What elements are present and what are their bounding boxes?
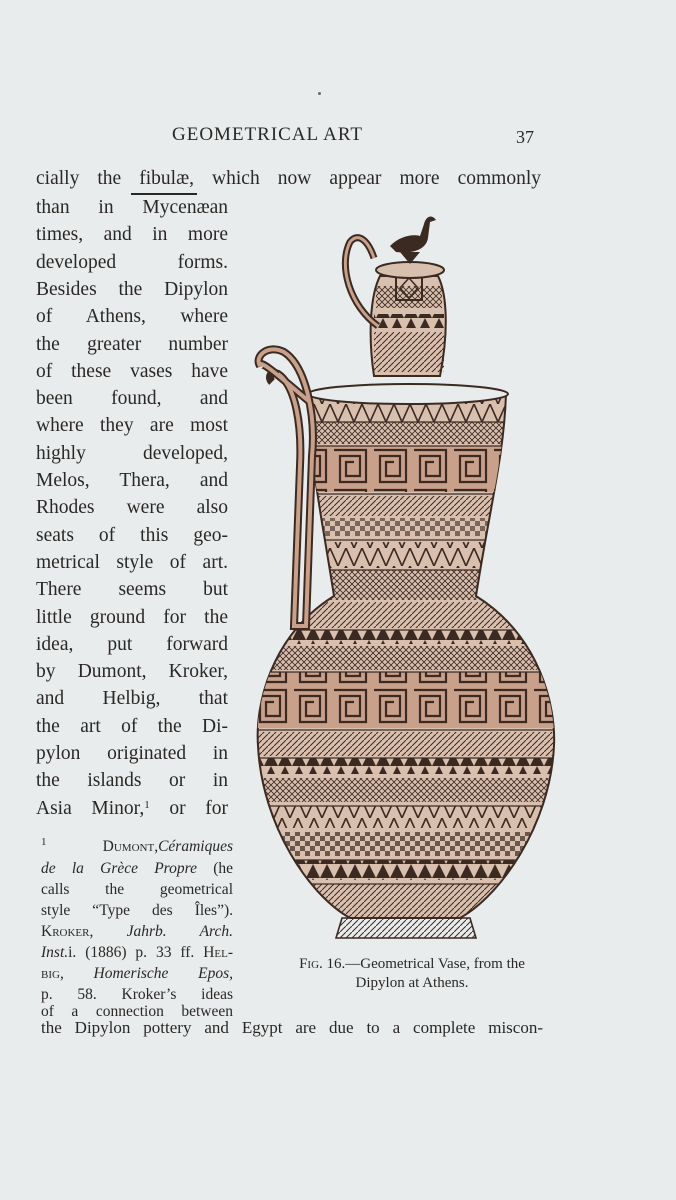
body-column-line: and Helbig, that <box>36 688 228 710</box>
body-column-line <box>36 797 228 821</box>
body-column-line: times, and in more <box>36 224 228 246</box>
body-column-line: There seems but <box>36 579 228 601</box>
body-column-line: Besides the Dipylon <box>36 278 228 300</box>
footnote-line-4: style “Type des Îles”). <box>41 902 233 919</box>
body-column-line: pylon originated in <box>36 743 228 764</box>
footnote-text: i. (1886) p. 33 ff. <box>68 944 195 961</box>
figure-label: Fig. 16. <box>299 956 346 972</box>
footnote-line-7 <box>41 963 233 984</box>
footnote-work-title: Jahrb. Arch. <box>126 923 234 940</box>
body-column-line: developed forms. <box>36 251 228 273</box>
body-column-line: Melos, Thera, and <box>36 470 228 491</box>
footnote-work-title-cont: de la Grèce Propre <box>41 860 197 877</box>
footnote-author-dumont: Dumont, <box>102 838 159 855</box>
footnote-line-3: calls the geometrical <box>41 881 233 898</box>
footnote-author-kroker: Kroker, <box>41 923 94 940</box>
body-column-line-text: or for <box>149 797 228 819</box>
figure-caption <box>262 955 562 993</box>
body-last-line: the Dipylon pottery and Egypt are due to a complete miscon- <box>41 1018 543 1037</box>
footnote-line-8: p. 58. Kroker’s ideas <box>41 986 233 1003</box>
body-column-line: been found, and <box>36 388 228 410</box>
body-column-line: where they are most <box>36 415 228 437</box>
body-column-line: of these vases have <box>36 360 228 382</box>
footnote-work-title: Inst. <box>41 944 69 961</box>
footnote-line-5 <box>41 921 233 942</box>
body-column-line: metrical style of art. <box>36 551 228 573</box>
footnote-line-2 <box>41 858 233 879</box>
footnote-work-title: Homerische Epos, <box>93 965 233 982</box>
footnote-text: (he <box>213 860 234 877</box>
footnote-work-title: Céramiques <box>158 838 233 855</box>
body-column-line: little ground for the <box>36 606 228 628</box>
footnote-author-helbig: Hel- <box>203 944 233 961</box>
footnote-author-helbig-cont: big, <box>41 965 64 982</box>
page-number: 37 <box>516 127 534 147</box>
footnote-line-9: of a connection between <box>41 1003 233 1020</box>
body-column-line: Rhodes were also <box>36 497 228 519</box>
body-column-line: the islands or in <box>36 770 228 792</box>
footnote-marker: 1 <box>41 836 47 848</box>
body-column-line: idea, put forward <box>36 633 228 655</box>
body-first-line: cially the fibulæ, which now appear more commonly <box>36 168 541 189</box>
body-column-line: the art of the Di- <box>36 715 228 737</box>
running-title: GEOMETRICAL ART <box>172 124 364 145</box>
body-column-line: the greater number <box>36 333 228 355</box>
body-column-line-text: Asia Minor, <box>36 797 145 819</box>
footnote-reference[interactable]: 1 <box>144 798 150 811</box>
body-column-line: highly developed, <box>36 442 228 464</box>
body-column-line: seats of this geo- <box>36 524 228 546</box>
figure-caption-line-2: Dipylon at Athens. <box>355 975 469 991</box>
body-column-line: of Athens, where <box>36 306 228 328</box>
page-speck <box>318 92 321 95</box>
pencil-underline <box>131 193 197 195</box>
body-column-line: than in Mycenæan <box>36 197 228 218</box>
footnote-line-1 <box>41 836 233 857</box>
figure-caption-line-1: —Geometrical Vase, from the <box>345 956 525 972</box>
geometric-vase-illustration <box>250 206 562 946</box>
body-column-line: by Dumont, Kroker, <box>36 661 228 683</box>
footnote-line-6 <box>41 942 233 963</box>
